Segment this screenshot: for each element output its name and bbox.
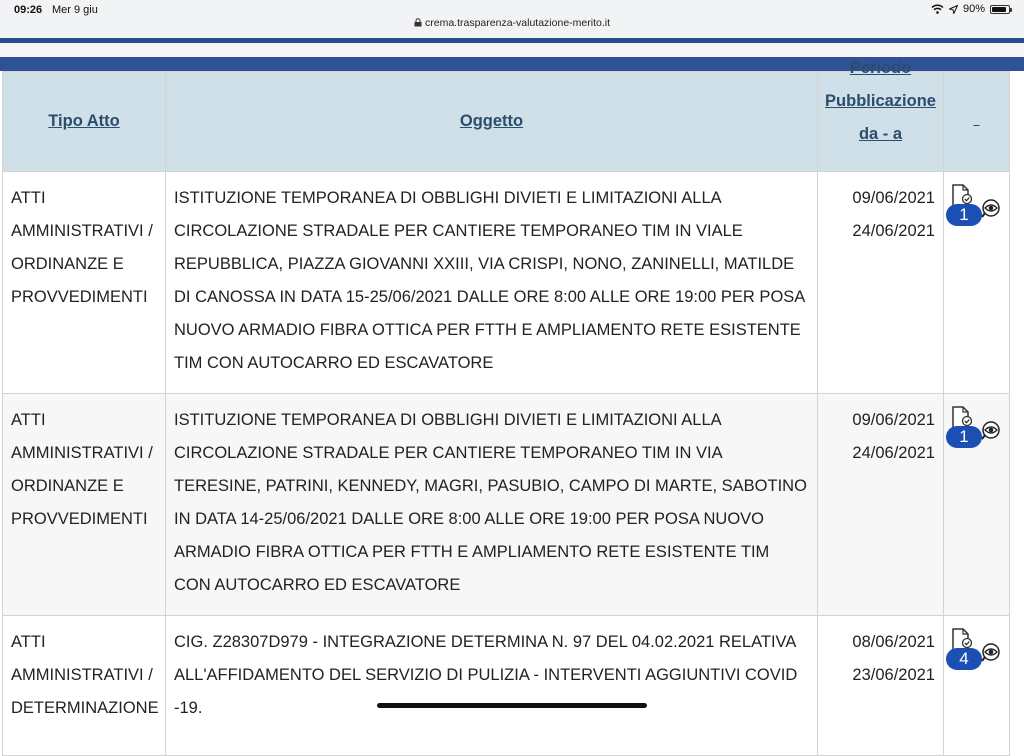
date-from: 09/06/2021 xyxy=(852,189,935,207)
wifi-icon xyxy=(931,4,944,14)
date-from: 09/06/2021 xyxy=(852,411,935,429)
eye-icon[interactable] xyxy=(978,199,1000,219)
table-row[interactable] xyxy=(3,172,1010,394)
periodo-cell xyxy=(818,616,944,756)
column-header-tipo-atto[interactable]: Tipo Atto xyxy=(3,72,166,172)
status-icons xyxy=(931,3,1010,15)
date-to: 24/06/2021 xyxy=(852,444,935,462)
date-to: 23/06/2021 xyxy=(852,666,935,684)
column-header-periodo[interactable] xyxy=(818,59,944,172)
atti-table xyxy=(2,59,1010,756)
table-row[interactable] xyxy=(3,616,1010,756)
tipo-atto-cell: ATTI AMMINISTRATIVI / DETERMINAZIONE xyxy=(3,616,166,756)
date-to: 24/06/2021 xyxy=(852,222,935,240)
table-header-row xyxy=(3,72,1010,172)
attachments-cell xyxy=(944,172,1010,394)
eye-icon[interactable] xyxy=(978,643,1000,663)
lock-icon xyxy=(414,18,422,27)
atti-table-container xyxy=(2,59,1009,756)
attachment-count-badge[interactable]: 4 xyxy=(946,648,982,670)
eye-icon[interactable] xyxy=(978,421,1000,441)
battery-icon xyxy=(990,5,1010,14)
oggetto-cell: ISTITUZIONE TEMPORANEA DI OBBLIGHI DIVIETI E LIMITAZIONI ALLA CIRCOLAZIONE STRADALE PER CANTIERE TEMPORANEO TIM IN VIA TERESINE, PATRINI, KENNEDY, MAGRI, PASUBIO, CAMPO DI MARTE, SABOTINO IN DATA 14-25/06/2021 DALLE ORE 8:00 ALLE ORE 19:00 PER POSA NUOVO ARMADIO FIBRA OTTICA PER FTTH E AMPLIAMENTO RETE ESISTENTE TIM CON AUTOCARRO ED ESCAVATORE xyxy=(166,394,818,616)
status-bar xyxy=(0,0,1024,38)
periodo-line1: Periodo xyxy=(849,59,912,77)
column-header-oggetto[interactable]: Oggetto xyxy=(166,72,818,172)
date: Mer 9 giu xyxy=(52,4,98,16)
periodo-cell xyxy=(818,394,944,616)
home-indicator[interactable] xyxy=(377,703,647,708)
periodo-line2: Pubblicazione xyxy=(825,92,936,110)
periodo-cell xyxy=(818,172,944,394)
tipo-atto-cell: ATTI AMMINISTRATIVI / ORDINANZE E PROVVEDIMENTI xyxy=(3,394,166,616)
battery-percent: 90% xyxy=(962,3,985,15)
table-row[interactable] xyxy=(3,394,1010,616)
tipo-atto-cell: ATTI AMMINISTRATIVI / ORDINANZE E PROVVEDIMENTI xyxy=(3,172,166,394)
oggetto-cell: CIG. Z28307D979 - INTEGRAZIONE DETERMINA N. 97 DEL 04.02.2021 RELATIVA ALL'AFFIDAMENTO DEL SERVIZIO DI PULIZIA - INTERVENTI AGGIUNTIVI COVID -19. xyxy=(166,616,818,756)
date-from: 08/06/2021 xyxy=(852,633,935,651)
url-bar[interactable] xyxy=(0,17,1024,29)
attachments-cell xyxy=(944,616,1010,756)
column-header-extra[interactable]: _ xyxy=(944,72,1010,172)
url-text: crema.trasparenza-valutazione-merito.it xyxy=(425,17,610,29)
attachment-count-badge[interactable]: 1 xyxy=(946,426,982,448)
location-icon xyxy=(949,5,958,14)
clock: 09:26 xyxy=(14,4,43,16)
attachment-count-badge[interactable]: 1 xyxy=(946,204,982,226)
periodo-line3: da - a xyxy=(858,125,903,143)
oggetto-cell: ISTITUZIONE TEMPORANEA DI OBBLIGHI DIVIETI E LIMITAZIONI ALLA CIRCOLAZIONE STRADALE PER CANTIERE TEMPORANEO TIM IN VIALE REPUBBLICA, PIAZZA GIOVANNI XXIII, VIA CRISPI, NONO, ZANINELLI, MATILDE DI CANOSSA IN DATA 15-25/06/2021 DALLE ORE 8:00 ALLE ORE 19:00 PER POSA NUOVO ARMADIO FIBRA OTTICA PER FTTH E AMPLIAMENTO RETE ESISTENTE TIM CON AUTOCARRO ED ESCAVATORE xyxy=(166,172,818,394)
attachments-cell xyxy=(944,394,1010,616)
